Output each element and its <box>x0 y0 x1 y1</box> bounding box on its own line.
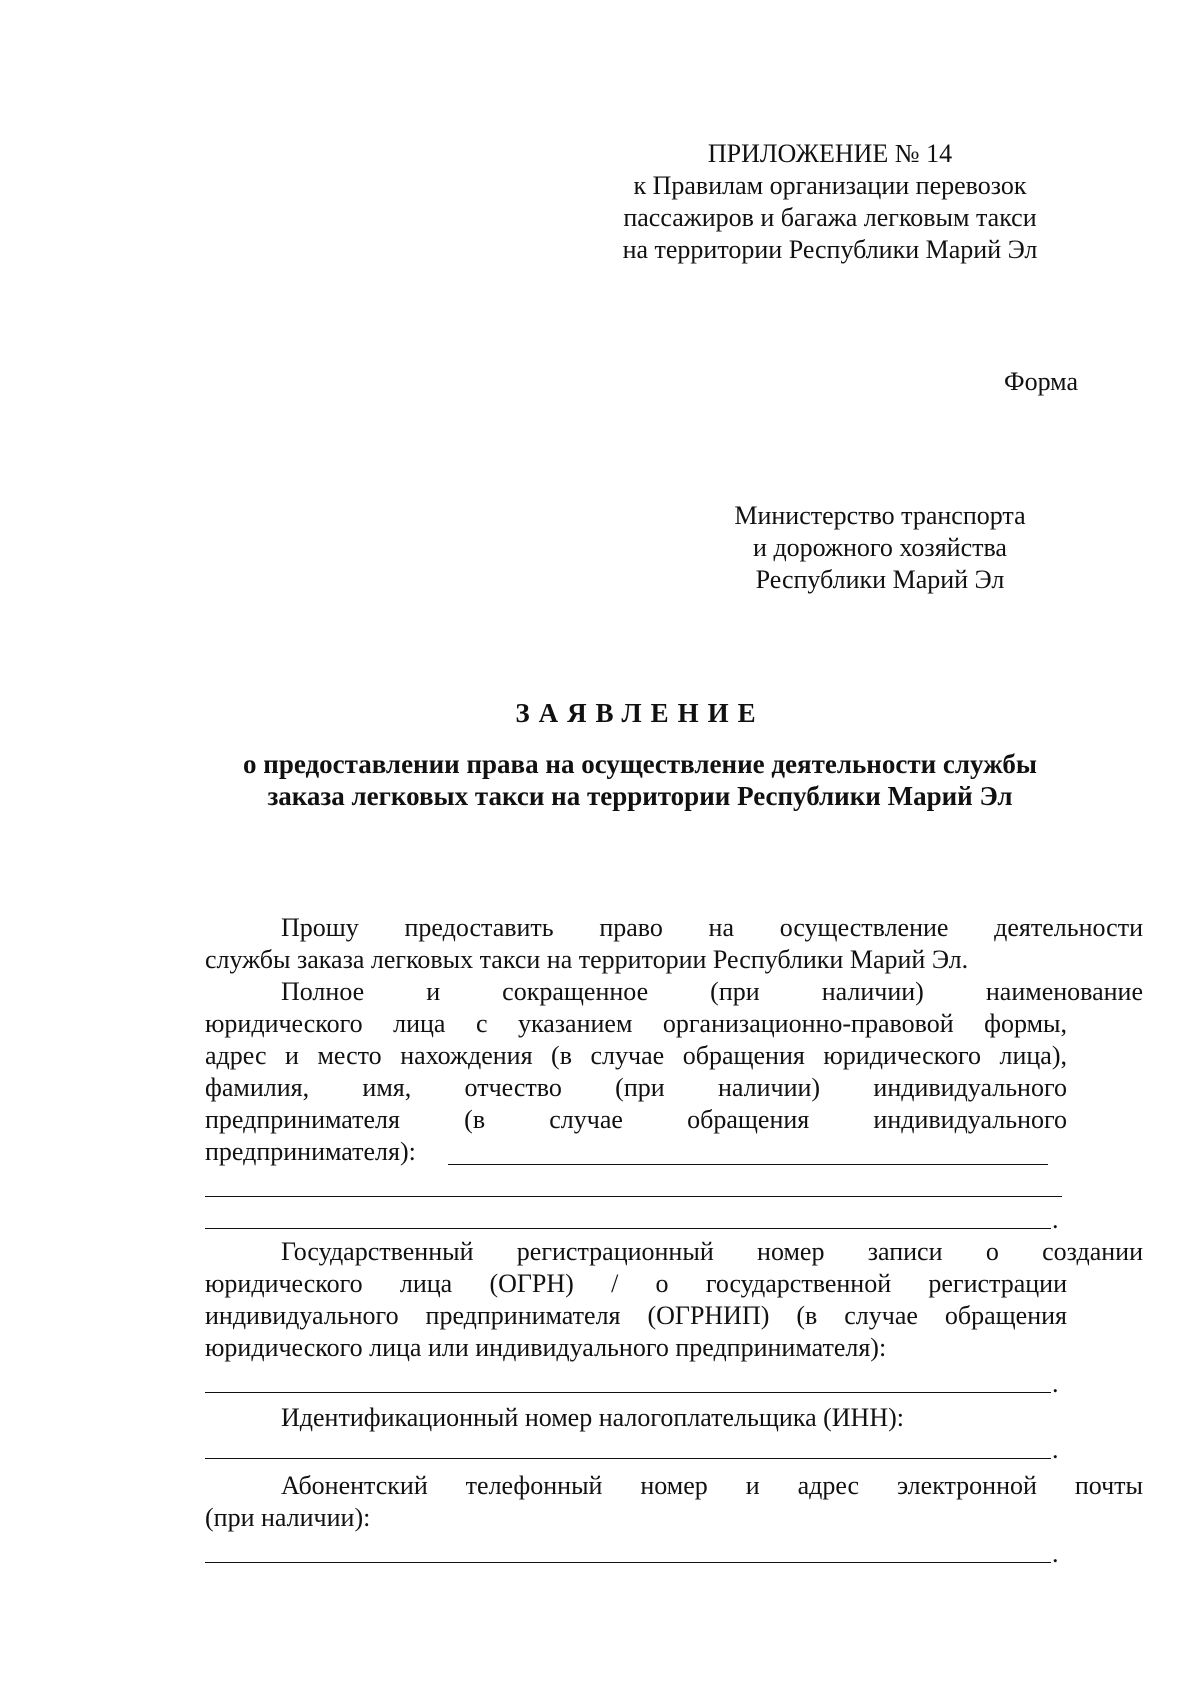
body-line: Абонентский телефонный номер и адрес электронной почты <box>281 1471 1143 1500</box>
body-line: предпринимателя (в случае обращения индивидуального <box>205 1105 1067 1134</box>
appendix-header <box>600 138 1060 266</box>
body-line: предпринимателя): <box>205 1137 416 1166</box>
contact-fill-line[interactable] <box>205 1562 1051 1563</box>
inn-fill-line[interactable] <box>205 1458 1051 1459</box>
body-line: Прошу предоставить право на осуществление деятельности <box>281 913 1143 942</box>
body-line: Полное и сокращенное (при наличии) наименование <box>281 977 1143 1006</box>
appendix-line: к Правилам организации перевозок <box>633 171 1027 200</box>
name-fill-line[interactable] <box>448 1164 1048 1165</box>
body-line: службы заказа легковых такси на территории Республики Марий Эл. <box>205 945 969 974</box>
appendix-line: пассажиров и багажа легковым такси <box>623 203 1037 232</box>
document-subtitle <box>160 748 1120 812</box>
body-line: Идентификационный номер налогоплательщика (ИНН): <box>281 1403 904 1432</box>
body-line: (при наличии): <box>205 1503 371 1532</box>
body-line: адрес и место нахождения (в случае обращения юридического лица), <box>205 1041 1067 1070</box>
appendix-line: на территории Республики Марий Эл <box>622 235 1038 264</box>
period-mark: . <box>1052 1205 1059 1234</box>
period-mark: . <box>1052 1369 1059 1398</box>
period-mark: . <box>1052 1435 1059 1464</box>
body-line: юридического лица с указанием организационно-правовой формы, <box>205 1009 1067 1038</box>
body-line: юридического лица (ОГРН) / о государственной регистрации <box>205 1269 1067 1298</box>
addressee-line: Республики Марий Эл <box>755 565 1005 594</box>
name-fill-line-2[interactable] <box>205 1196 1062 1197</box>
appendix-number: ПРИЛОЖЕНИЕ № 14 <box>707 139 953 168</box>
form-label: Форма <box>1004 367 1078 396</box>
body-line: фамилия, имя, отчество (при наличии) индивидуального <box>205 1073 1067 1102</box>
body-line: индивидуального предпринимателя (ОГРНИП) (в случае обращения <box>205 1301 1067 1330</box>
name-fill-line-3[interactable] <box>205 1228 1051 1229</box>
period-mark: . <box>1052 1539 1059 1568</box>
document-title: ЗАЯВЛЕНИЕ <box>515 698 765 728</box>
addressee-block <box>700 500 1060 596</box>
subtitle-line: о предоставлении права на осуществление деятельности службы <box>243 749 1037 779</box>
subtitle-line: заказа легковых такси на территории Республики Марий Эл <box>267 781 1013 811</box>
ogrn-fill-line[interactable] <box>205 1392 1051 1393</box>
addressee-line: и дорожного хозяйства <box>753 533 1007 562</box>
body-line: юридического лица или индивидуального предпринимателя): <box>205 1333 887 1362</box>
addressee-line: Министерство транспорта <box>734 501 1026 530</box>
body-line: Государственный регистрационный номер записи о создании <box>281 1237 1143 1266</box>
